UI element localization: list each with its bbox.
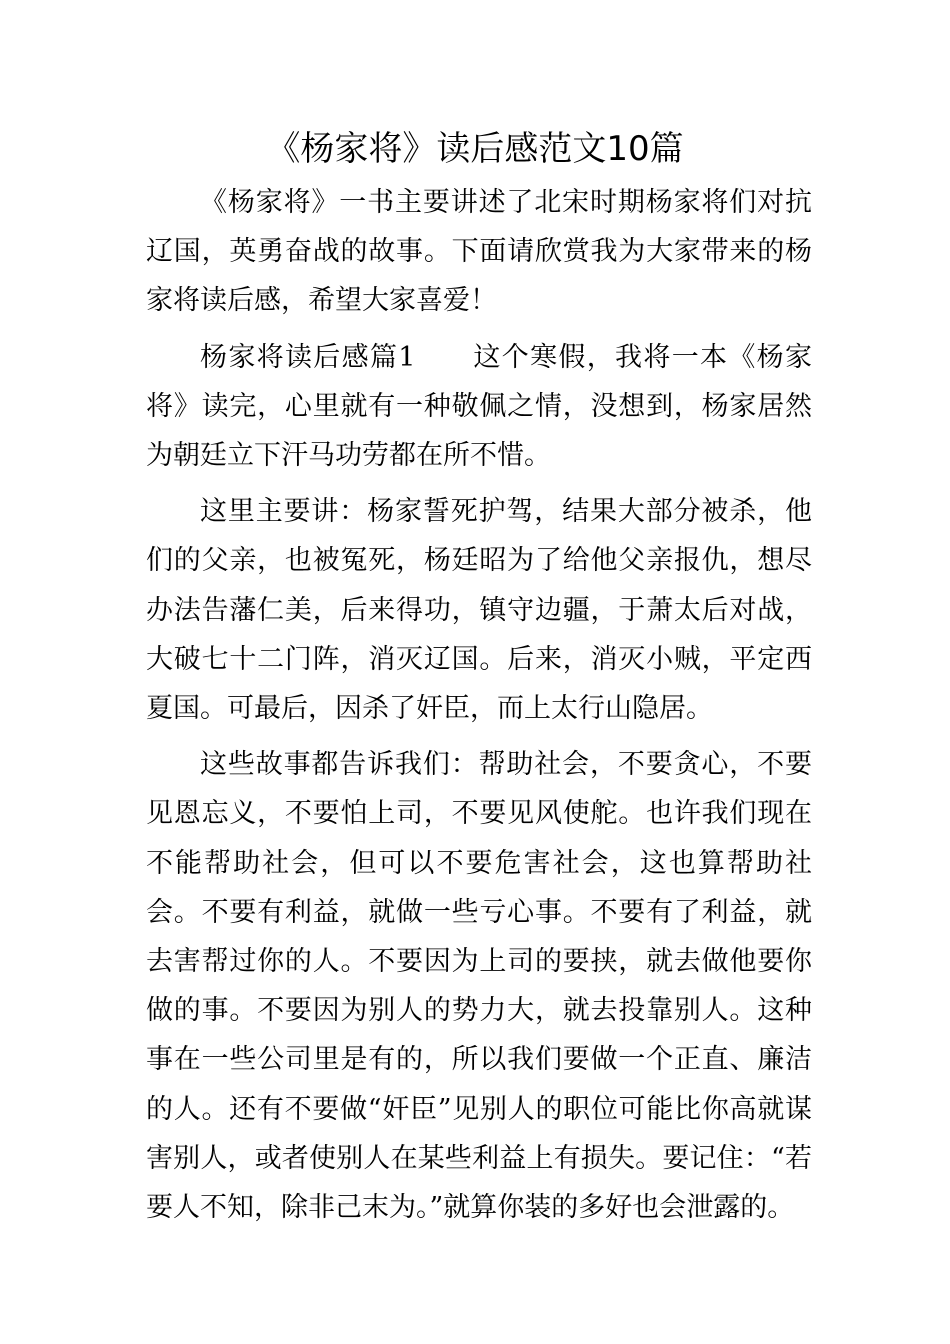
paragraph-2: 这里主要讲：杨家誓死护驾，结果大部分被杀，他们的父亲，也被冤死，杨廷昭为了给他父亲报仇，想尽办法告藩仁美，后来得功，镇守边疆，于萧太后对战，大破七十二门阵，消灭辽国。后来，消灭小贼，平定西夏国。可最后，因杀了奸臣，而上太行山隐居。 — [146, 496, 812, 725]
paragraph-3: 这些故事都告诉我们：帮助社会，不要贪心，不要见恩忘义，不要怕上司，不要见风使舵。也许我们现在不能帮助社会，但可以不要危害社会，这也算帮助社会。不要有利益，就做一些亏心事。不要有了利益，就去害帮过你的人。不要因为上司的要挟，就去做他要你做的事。不要因为别人的势力大，就去投靠别人。这种事在一些公司里是有的，所以我们要做一个正直、廉洁的人。还有不要做“奸臣”见别人的职位可能比你高就谋害别人，或者使别人在某些利益上有损失。要记住：“若要人不知，除非己末为。”就算你装的多好也会泄露的。 — [146, 749, 812, 1224]
paragraph-intro: 《杨家将》一书主要讲述了北宋时期杨家将们对抗辽国，英勇奋战的故事。下面请欣赏我为大家带来的杨家将读后感，希望大家喜爱！ — [146, 187, 812, 317]
paragraph-1: 杨家将读后感篇1 这个寒假，我将一本《杨家将》读完，心里就有一种敬佩之情，没想到，杨家居然为朝廷立下汗马功劳都在所不惜。 — [146, 341, 812, 472]
document-body — [146, 178, 812, 1239]
document-title: 《杨家将》读后感范文10篇 — [266, 129, 684, 169]
